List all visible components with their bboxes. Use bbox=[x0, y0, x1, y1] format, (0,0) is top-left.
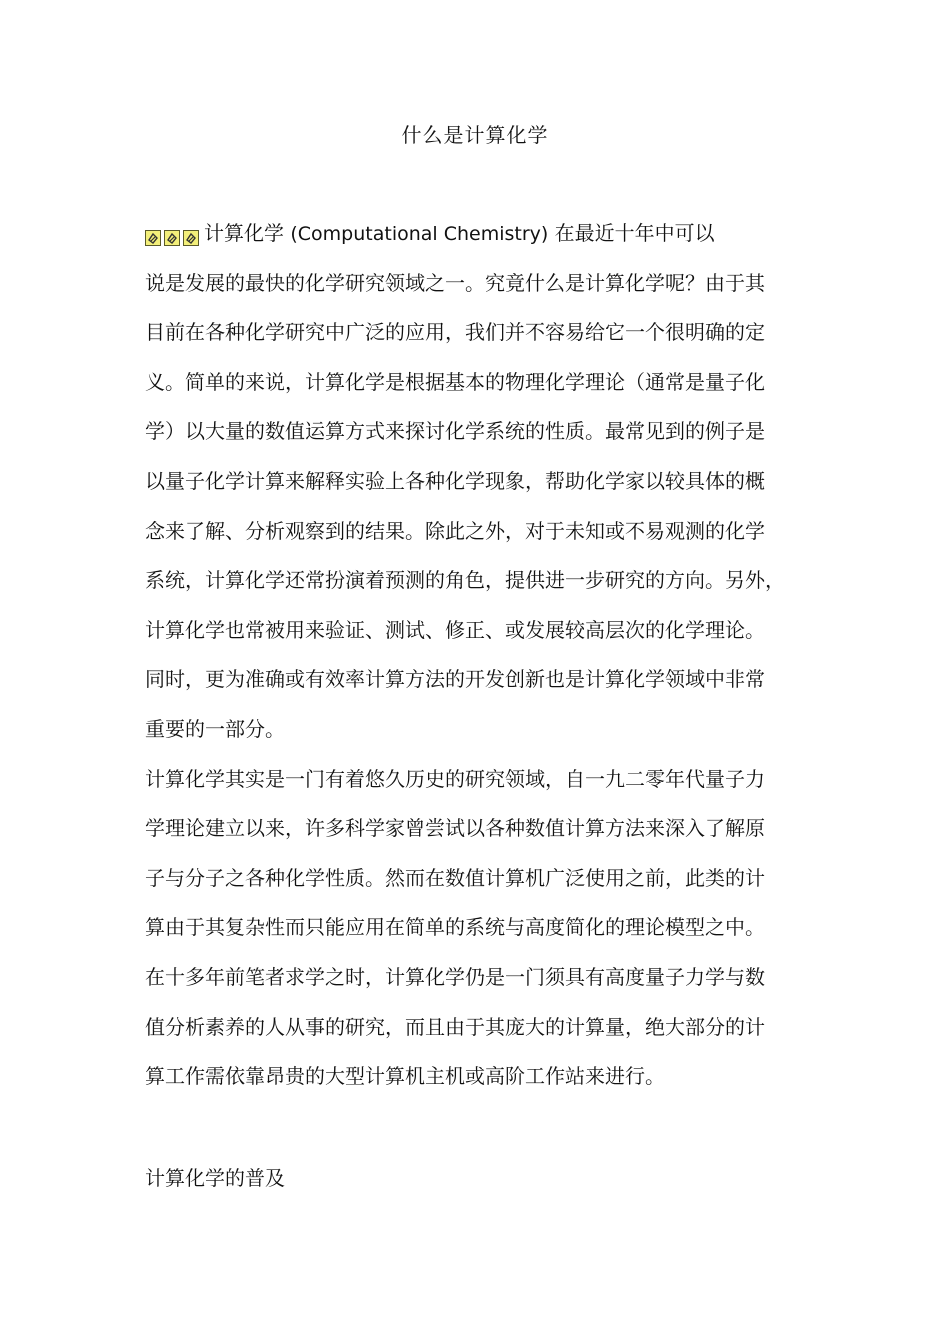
intro-line-10: 同时，更为准确或有效率计算方法的开发创新也是计算化学领域中非常 bbox=[145, 667, 765, 692]
intro-line-11: 重要的一部分。 bbox=[145, 716, 285, 741]
intro-line-3: 目前在各种化学研究中广泛的应用，我们并不容易给它一个很明确的定 bbox=[145, 320, 765, 345]
intro-line-5: 学）以大量的数值运算方式来探讨化学系统的性质。最常见到的例子是 bbox=[145, 419, 765, 444]
history-line-1: 计算化学其实是一门有着悠久历史的研究领域，自一九二零年代量子力 bbox=[145, 766, 765, 791]
embedded-object-icon bbox=[183, 230, 199, 246]
intro-line-8: 系统，计算化学还常扮演着预测的角色，提供进一步研究的方向。另外， bbox=[145, 568, 785, 593]
history-line-6: 值分析素养的人从事的研究，而且由于其庞大的计算量，绝大部分的计 bbox=[145, 1014, 765, 1039]
article-body bbox=[145, 209, 810, 1102]
history-line-7: 算工作需依靠昂贵的大型计算机主机或高阶工作站来进行。 bbox=[145, 1064, 665, 1089]
text-line bbox=[145, 209, 810, 259]
intro-line-1-prefix: 计算化学 bbox=[204, 221, 291, 245]
section-heading: 计算化学的普及 bbox=[145, 1166, 285, 1190]
intro-line-7: 念来了解、分析观察到的结果。除此之外，对于未知或不易观测的化学 bbox=[145, 518, 765, 543]
embedded-icons bbox=[145, 212, 202, 262]
intro-line-1-suffix: 在最近十年中可以 bbox=[548, 221, 715, 245]
history-line-3: 子与分子之各种化学性质。然而在数值计算机广泛使用之前，此类的计 bbox=[145, 865, 765, 890]
intro-line-9: 计算化学也常被用来验证、测试、修正、或发展较高层次的化学理论。 bbox=[145, 617, 765, 642]
history-line-4: 算由于其复杂性而只能应用在简单的系统与高度简化的理论模型之中。 bbox=[145, 915, 765, 940]
history-line-5: 在十多年前笔者求学之时，计算化学仍是一门须具有高度量子力学与数 bbox=[145, 964, 765, 989]
page-title: 什么是计算化学 bbox=[401, 123, 549, 147]
embedded-object-icon bbox=[145, 230, 161, 246]
intro-line-1-latin: (Computational Chemistry) bbox=[290, 223, 549, 245]
intro-line-4: 义。简单的来说，计算化学是根据基本的物理化学理论（通常是量子化 bbox=[145, 369, 765, 394]
embedded-object-icon bbox=[164, 230, 180, 246]
intro-line-6: 以量子化学计算来解释实验上各种化学现象，帮助化学家以较具体的概 bbox=[145, 468, 765, 493]
history-line-2: 学理论建立以来，许多科学家曾尝试以各种数值计算方法来深入了解原 bbox=[145, 816, 765, 841]
intro-line-2: 说是发展的最快的化学研究领域之一。究竟什么是计算化学呢？由于其 bbox=[145, 270, 765, 295]
